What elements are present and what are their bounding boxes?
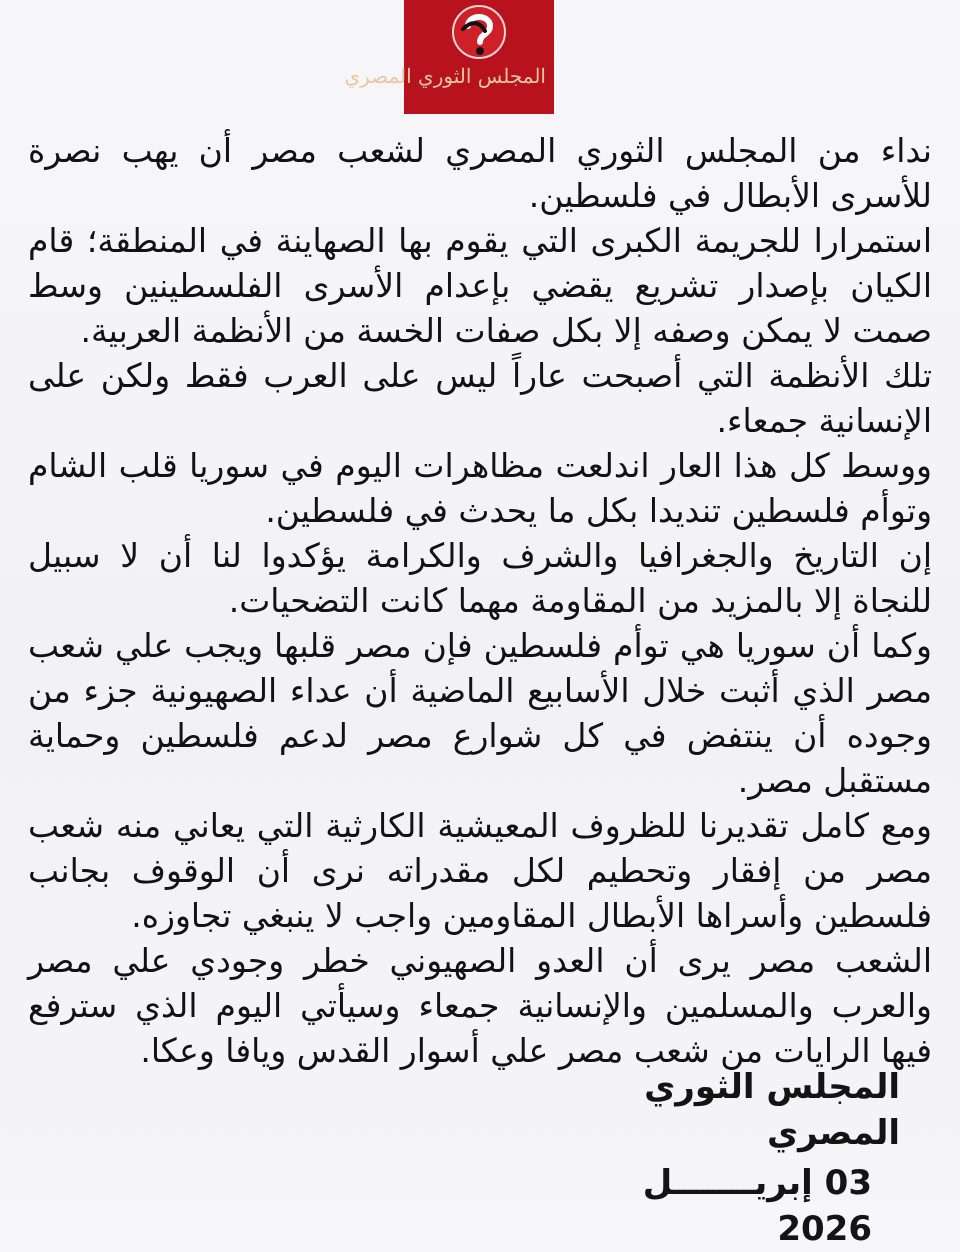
logo-text: المجلس الثوري المصري — [344, 64, 546, 88]
signature-organization: المجلس الثوري المصري — [644, 1067, 900, 1153]
question-mark-icon — [452, 2, 506, 62]
signature-block — [580, 1064, 900, 1252]
paragraph-8: الشعب مصر يرى أن العدو الصهيوني خطر وجودي علي مصر والعرب والمسلمين والإنسانية جمعاء وسيأتي اليوم الذي سترفع فيها الرايات من شعب مصر علي أسوار القدس ويافا وعكا. — [28, 941, 932, 1070]
paragraph-6: وكما أن سوريا هي توأم فلسطين فإن مصر قلبها ويجب علي شعب مصر الذي أثبت خلال الأسابيع الماضية أن عداء الصهيونية جزء من وجوده أن ينتفض في كل شوارع مصر لدعم فلسطين وحماية مستقبل مصر. — [28, 626, 932, 800]
paragraph-4: ووسط كل هذا العار اندلعت مظاهرات اليوم في سوريا قلب الشام وتوأم فلسطين تنديدا بكل ما يحدث في فلسطين. — [28, 446, 932, 530]
paragraph-3: تلك الأنظمة التي أصبحت عاراً ليس على العرب فقط ولكن على الإنسانية جمعاء. — [28, 356, 932, 440]
paragraph-1: نداء من المجلس الثوري المصري لشعب مصر أن يهب نصرة للأسرى الأبطال في فلسطين. — [28, 131, 932, 215]
paragraph-7: ومع كامل تقديرنا للظروف المعيشية الكارثية التي يعاني منه شعب مصر من إفقار وتحطيم لكل مقدراته نرى أن الوقوف بجانب فلسطين وأسراها الأبطال المقاومين واجب لا ينبغي تجاوزه. — [28, 806, 932, 935]
statement-body — [28, 128, 932, 1073]
paragraph-2: استمرارا للجريمة الكبرى التي يقوم بها الصهاينة في المنطقة؛ قام الكيان بإصدار تشريع يقضي بإعدام الأسرى الفلسطينين وسط صمت لا يمكن وصفه إلا بكل صفات الخسة من الأنظمة العربية. — [28, 221, 932, 350]
council-logo — [344, 0, 554, 114]
paragraph-5: إن التاريخ والجغرافيا والشرف والكرامة يؤكدوا لنا أن لا سبيل للنجاة إلا بالمزيد من المقاومة مهما كانت التضحيات. — [28, 536, 932, 620]
signature-date: 03 إبريـــــــل 2026 — [642, 1163, 872, 1249]
